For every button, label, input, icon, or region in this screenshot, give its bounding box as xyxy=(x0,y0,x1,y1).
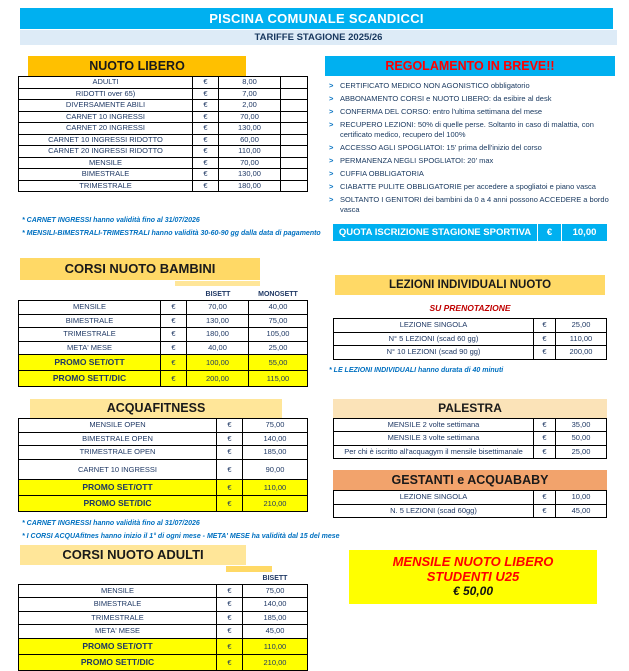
table-row xyxy=(19,181,307,192)
row-label: ADULTI xyxy=(19,77,193,88)
price-cell: 2,00 xyxy=(219,100,281,111)
price-cell: 140,00 xyxy=(263,599,287,608)
price-cell: 75,00 xyxy=(265,585,285,595)
header-strip xyxy=(226,566,272,572)
row-label: META' MESE xyxy=(19,625,217,638)
table-row xyxy=(19,460,307,480)
header-strip xyxy=(175,281,260,286)
table-row xyxy=(19,135,307,147)
promo-line-2: STUDENTI U25 xyxy=(426,568,520,584)
row-label: CARNET 20 INGRESSI RIDOTTO xyxy=(19,146,193,157)
currency-cell: € xyxy=(217,460,243,479)
price-cell: 130,00 xyxy=(219,123,281,134)
section-corsi-bambini xyxy=(18,258,308,387)
table-row xyxy=(19,585,307,599)
table-row xyxy=(334,346,606,359)
table-row xyxy=(19,355,307,371)
row-label: PROMO SETT/DIC xyxy=(19,655,217,670)
row-label: CARNET 10 INGRESSI xyxy=(19,112,193,123)
row-label: MENSILE xyxy=(19,158,193,169)
row-label: N° 5 LEZIONI (scad 60 gg) xyxy=(334,333,534,346)
row-label: BIMESTRALE xyxy=(19,598,217,611)
table-row xyxy=(19,655,307,670)
price-cell: 180,00 xyxy=(219,181,281,192)
table-row xyxy=(19,480,307,496)
price-cell: 75,00 xyxy=(265,420,285,429)
table-row xyxy=(19,123,307,135)
adulti-column-headers xyxy=(19,575,307,582)
row-label: RIDOTTI over 65) xyxy=(19,89,193,100)
table-row xyxy=(19,328,307,342)
currency-cell: € xyxy=(193,146,219,157)
colhead-spacer xyxy=(19,291,161,298)
table-row xyxy=(334,319,606,333)
nuoto-libero-footnotes xyxy=(22,214,321,240)
table-row xyxy=(19,89,307,101)
currency-cell: € xyxy=(217,655,243,670)
price-cell-bisett: 40,00 xyxy=(187,342,249,355)
table-row xyxy=(19,77,307,89)
regolamento-item: > PERMANENZA NEGLI SPOGLIATOI: 20' max xyxy=(329,156,615,166)
row-label: CARNET 20 INGRESSI xyxy=(19,123,193,134)
price-cell: 50,00 xyxy=(571,433,591,443)
studenti-u25-promo-box xyxy=(349,550,597,604)
price-cell: 110,00 xyxy=(219,146,281,157)
currency-cell: € xyxy=(534,446,556,459)
price-cell: 45,00 xyxy=(265,626,285,635)
price-cell-monosett: 75,00 xyxy=(268,315,288,325)
currency-cell: € xyxy=(534,346,556,359)
table-row xyxy=(19,315,307,329)
quota-iscrizione-bar xyxy=(333,224,607,256)
adulti-table xyxy=(18,584,308,671)
table-row xyxy=(19,169,307,181)
row-label: MENSILE 3 volte settimana xyxy=(334,432,534,445)
row-label: PROMO SETT/DIC xyxy=(19,371,161,386)
currency-cell: € xyxy=(161,328,187,341)
spacer-cell xyxy=(281,158,307,169)
colhead-bisett: BISETT xyxy=(262,574,288,582)
price-cell: 70,00 xyxy=(219,112,281,123)
footnote: * CARNET INGRESSI hanno validità fino al 31/07/2026 xyxy=(22,217,200,224)
table-row xyxy=(334,432,606,446)
price-cell: 25,00 xyxy=(571,446,591,456)
table-row xyxy=(19,371,307,386)
price-cell-monosett: 40,00 xyxy=(268,302,288,311)
table-row xyxy=(19,625,307,639)
section-nuoto-libero xyxy=(18,56,308,192)
row-label: MENSILE 2 volte settimana xyxy=(334,419,534,432)
spacer-cell xyxy=(281,135,307,146)
section-title-gestanti: GESTANTI e ACQUABABY xyxy=(333,470,607,490)
price-cell-monosett: 55,00 xyxy=(268,358,288,367)
currency-cell: € xyxy=(161,355,187,370)
regolamento-item: > CUFFIA OBBLIGATORIA xyxy=(329,169,615,179)
row-label: BIMESTRALE xyxy=(19,169,193,180)
row-label: LEZIONE SINGOLA xyxy=(334,319,534,332)
currency-cell: € xyxy=(193,100,219,111)
section-title-corsi-adulti: CORSI NUOTO ADULTI xyxy=(20,545,246,565)
spacer-cell xyxy=(281,169,307,180)
section-title-regolamento: REGOLAMENTO IN BREVE!! xyxy=(325,56,615,76)
content-columns xyxy=(0,56,629,671)
lezioni-footnote: * LE LEZIONI INDIVIDUALI hanno durata di 40 minuti xyxy=(329,366,504,374)
currency-cell: € xyxy=(217,433,243,446)
section-title-nuoto-libero: NUOTO LIBERO xyxy=(28,56,246,76)
table-row xyxy=(334,446,606,459)
currency-cell: € xyxy=(217,598,243,611)
section-title-lezioni: LEZIONI INDIVIDUALI NUOTO xyxy=(335,275,605,295)
footnote: * I CORSI ACQUAfitnes hanno inizio il 1° di ogni mese - META' MESE ha validità dal 15 del mese xyxy=(22,532,340,540)
quota-label: QUOTA ISCRIZIONE STAGIONE SPORTIVA 2025/26 xyxy=(338,227,532,256)
currency-cell: € xyxy=(193,158,219,169)
regolamento-item: > CIABATTE PULITE OBBLIGATORIE per accedere a spogliatoi e piano vasca xyxy=(329,182,615,192)
price-cell: 7,00 xyxy=(219,89,281,100)
row-label: PROMO SET/OTT xyxy=(19,480,217,495)
price-cell-monosett: 105,00 xyxy=(266,329,290,338)
currency-cell: € xyxy=(217,446,243,459)
price-cell: 25,00 xyxy=(571,320,591,330)
row-label: PROMO SET/OTT xyxy=(19,355,161,370)
price-cell: 70,00 xyxy=(219,158,281,169)
section-lezioni-individuali xyxy=(325,275,615,377)
row-label: BIMESTRALE OPEN xyxy=(19,433,217,446)
table-row xyxy=(334,419,606,433)
price-cell: 185,00 xyxy=(263,447,287,456)
colhead-spacer xyxy=(19,575,217,582)
section-regolamento xyxy=(325,56,615,215)
row-label: LEZIONE SINGOLA xyxy=(334,491,534,504)
currency-cell: € xyxy=(193,135,219,146)
currency-cell: € xyxy=(217,496,243,511)
price-cell: 90,00 xyxy=(265,464,285,474)
row-label: PROMO SET/OTT xyxy=(19,639,217,654)
table-row xyxy=(19,446,307,460)
table-row xyxy=(19,100,307,112)
spacer-cell xyxy=(281,146,307,157)
regolamento-list xyxy=(325,81,615,215)
currency-cell: € xyxy=(217,639,243,654)
left-column xyxy=(18,56,340,671)
currency-cell: € xyxy=(217,612,243,625)
section-title-acquafitness: ACQUAFITNESS xyxy=(30,399,282,418)
row-label: TRIMESTRALE xyxy=(19,328,161,341)
table-row xyxy=(334,505,606,518)
regolamento-item: > RECUPERO LEZIONI: 50% di quelle perse. Soltanto in caso di malattia, con certificato medico, recupero del 100% xyxy=(329,120,615,141)
spacer-cell xyxy=(281,89,307,100)
section-palestra xyxy=(325,399,615,460)
nuoto-libero-table xyxy=(18,76,308,192)
colhead-spacer xyxy=(161,291,187,298)
spacer-cell xyxy=(281,181,307,192)
acquafitness-table xyxy=(18,418,308,512)
tariff-sheet xyxy=(0,8,629,667)
lezioni-subtitle: SU PRENOTAZIONE xyxy=(429,303,511,314)
section-title-palestra: PALESTRA xyxy=(333,399,607,418)
price-cell-bisett: 100,00 xyxy=(187,355,249,370)
spacer-cell xyxy=(281,77,307,88)
spacer-cell xyxy=(281,123,307,134)
currency-cell: € xyxy=(217,625,243,638)
bambini-column-headers xyxy=(19,291,307,298)
price-cell: 60,00 xyxy=(219,135,281,146)
currency-cell: € xyxy=(534,319,556,332)
promo-line-1: MENSILE NUOTO LIBERO xyxy=(392,554,554,570)
row-label: N° 10 LEZIONI (scad 90 gg) xyxy=(334,346,534,359)
row-label: Per chi è iscritto all'acquagym il mensile bisettimanale xyxy=(334,446,534,459)
table-row xyxy=(334,491,606,505)
row-label: META' MESE xyxy=(19,342,161,355)
table-row xyxy=(19,612,307,626)
palestra-table xyxy=(333,418,607,460)
currency-cell: € xyxy=(534,333,556,346)
currency-cell: € xyxy=(193,77,219,88)
price-cell: 35,00 xyxy=(571,419,591,429)
price-cell-bisett: 130,00 xyxy=(187,315,249,328)
currency-cell: € xyxy=(534,491,556,504)
section-acquafitness xyxy=(18,399,308,512)
regolamento-item: > CERTIFICATO MEDICO NON AGONISTICO obbligatorio xyxy=(329,81,615,91)
currency-cell: € xyxy=(161,342,187,355)
currency-cell: € xyxy=(534,505,556,518)
row-label: BIMESTRALE xyxy=(19,315,161,328)
row-label: DIVERSAMENTE ABILI xyxy=(19,100,193,111)
table-row xyxy=(19,146,307,158)
price-cell: 140,00 xyxy=(263,433,287,443)
regolamento-item: > SOLTANTO I GENITORI dei bambini da 0 a 4 anni possono ACCEDERE a bordo vasca xyxy=(329,195,615,216)
price-cell: 10,00 xyxy=(571,492,591,502)
promo-price: € 50,00 xyxy=(452,584,494,599)
spacer-cell xyxy=(281,112,307,123)
spacer-cell xyxy=(281,100,307,111)
currency-cell: € xyxy=(534,432,556,445)
price-cell: 185,00 xyxy=(263,612,287,622)
price-cell: 110,00 xyxy=(569,333,593,343)
price-cell-monosett: 115,00 xyxy=(266,374,290,383)
price-cell-bisett: 200,00 xyxy=(187,371,249,386)
price-cell-bisett: 70,00 xyxy=(187,301,249,314)
currency-cell: € xyxy=(217,480,243,495)
price-cell: 200,00 xyxy=(569,347,593,357)
colhead-monosett: MONOSETT xyxy=(258,291,298,298)
section-gestanti xyxy=(325,470,615,518)
currency-cell: € xyxy=(193,181,219,192)
footnote: * MENSILI-BIMESTRALI-TRIMESTRALI hanno validità 30-60-90 gg dalla data di pagamento xyxy=(22,230,321,237)
table-row xyxy=(19,496,307,511)
table-row xyxy=(19,639,307,655)
row-label: TRIMESTRALE OPEN xyxy=(19,446,217,459)
table-row xyxy=(19,598,307,612)
page-subtitle: TARIFFE STAGIONE 2025/26 xyxy=(20,30,617,45)
row-label: N. 5 LEZIONI (scad 60gg) xyxy=(334,505,534,518)
currency-cell: € xyxy=(161,371,187,386)
footnote: * CARNET INGRESSI hanno validità fino al 31/07/2026 xyxy=(22,519,200,527)
page-title: PISCINA COMUNALE SCANDICCI xyxy=(20,8,613,29)
currency-cell: € xyxy=(534,419,556,432)
price-cell: 210,00 xyxy=(263,498,287,508)
row-label: CARNET 10 INGRESSI RIDOTTO xyxy=(19,135,193,146)
price-cell-monosett: 25,00 xyxy=(268,342,288,352)
quota-currency: € xyxy=(537,224,561,241)
price-cell: 110,00 xyxy=(263,482,287,492)
price-cell: 45,00 xyxy=(571,505,591,515)
price-cell: 130,00 xyxy=(219,169,281,180)
price-cell: 8,00 xyxy=(219,77,281,88)
bambini-table xyxy=(18,300,308,387)
table-row xyxy=(19,433,307,447)
row-label: MENSILE xyxy=(19,585,217,598)
row-label: MENSILE xyxy=(19,301,161,314)
lezioni-table xyxy=(333,318,607,360)
quota-value: 10,00 xyxy=(561,224,607,241)
currency-cell: € xyxy=(161,301,187,314)
currency-cell: € xyxy=(193,169,219,180)
row-label: PROMO SET/DIC xyxy=(19,496,217,511)
currency-cell: € xyxy=(217,419,243,432)
row-label: TRIMESTRALE xyxy=(19,181,193,192)
price-cell-bisett: 180,00 xyxy=(187,328,249,341)
price-cell: 110,00 xyxy=(263,641,287,651)
section-title-corsi-bambini: CORSI NUOTO BAMBINI xyxy=(20,258,260,280)
table-row xyxy=(19,301,307,315)
table-row xyxy=(19,112,307,124)
right-column xyxy=(325,56,615,604)
regolamento-item: > ABBONAMENTO CORSI e NUOTO LIBERO: da esibire al desk xyxy=(329,94,615,104)
table-row xyxy=(19,158,307,170)
table-row xyxy=(19,342,307,356)
currency-cell: € xyxy=(161,315,187,328)
currency-cell: € xyxy=(193,112,219,123)
colhead-bisett: BISETT xyxy=(205,291,231,298)
table-row xyxy=(19,419,307,433)
row-label: CARNET 10 INGRESSI xyxy=(19,460,217,479)
acquafitness-footnotes xyxy=(22,517,340,543)
price-cell: 210,00 xyxy=(263,657,287,667)
row-label: TRIMESTRALE xyxy=(19,612,217,625)
gestanti-table xyxy=(333,490,607,518)
currency-cell: € xyxy=(193,89,219,100)
currency-cell: € xyxy=(193,123,219,134)
table-row xyxy=(334,333,606,347)
section-corsi-adulti xyxy=(18,545,308,671)
currency-cell: € xyxy=(217,585,243,598)
row-label: MENSILE OPEN xyxy=(19,419,217,432)
regolamento-item: > ACCESSO AGLI SPOGLIATOI: 15' prima dell'inizio del corso xyxy=(329,143,615,153)
regolamento-item: > CONFERMA DEL CORSO: entro l'ultima settimana del mese xyxy=(329,107,615,117)
colhead-spacer xyxy=(217,575,243,582)
